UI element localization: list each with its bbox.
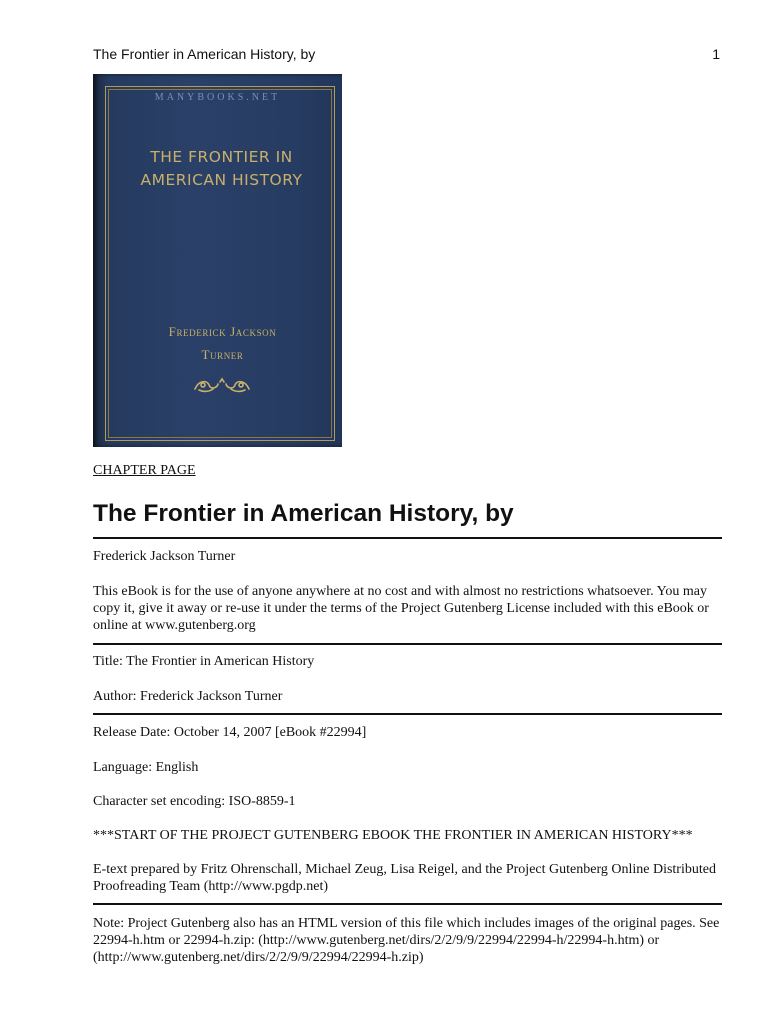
license-text: This eBook is for the use of anyone anywhere at no cost and with almost no restrictions whatsoever. You may copy it, give it away or re-use it under the terms of the Project Gutenberg License included with this eBook or online at www.gutenberg.org [93,584,709,633]
cover-title-line-2: AMERICAN HISTORY [140,171,303,189]
cover-author [113,320,332,366]
page-header [93,46,720,62]
author-line: Author: Frederick Jackson Turner [93,689,283,704]
character-encoding: Character set encoding: ISO-8859-1 [93,794,296,809]
title-line: Title: The Frontier in American History [93,654,315,669]
divider [93,903,722,905]
page-number: 1 [712,46,720,62]
credits: E-text prepared by Fritz Ohrenschall, Michael Zeug, Lisa Reigel, and the Project Gutenberg Online Distributed Proofreading Team (http://www.pgdp.net) [93,862,716,894]
start-marker: ***START OF THE PROJECT GUTENBERG EBOOK THE FRONTIER IN AMERICAN HISTORY*** [93,828,693,843]
running-title: The Frontier in American History, by [93,46,316,62]
document-title: The Frontier in American History, by [93,500,514,527]
divider [93,537,722,539]
cover-site-name: MANYBOOKS.NET [154,92,281,103]
language: Language: English [93,760,199,775]
html-version-note: Note: Project Gutenberg also has an HTML version of this file which includes images of the original pages. See 22994-h.htm or 22994-h.zip: (http://www.gutenberg.net/dirs/2/2/9/9/22994/22994-h/22994-h.htm) or (http://www.gutenberg.net/dirs/2/2/9/9/22994/22994-h.zip) [93,916,720,965]
cover-title [111,146,332,192]
divider [93,643,722,645]
release-date: Release Date: October 14, 2007 [eBook #22994] [93,725,367,740]
author-text: Frederick Jackson Turner [93,549,236,564]
cover-author-line-1: Frederick Jackson [168,324,277,339]
book-cover-image [93,74,342,447]
cover-author-line-2: Turner [201,347,244,362]
ornament-icon [191,376,253,394]
divider [93,713,722,715]
cover-title-line-1: THE FRONTIER IN [150,148,293,166]
chapter-page-link[interactable]: CHAPTER PAGE [93,463,196,478]
